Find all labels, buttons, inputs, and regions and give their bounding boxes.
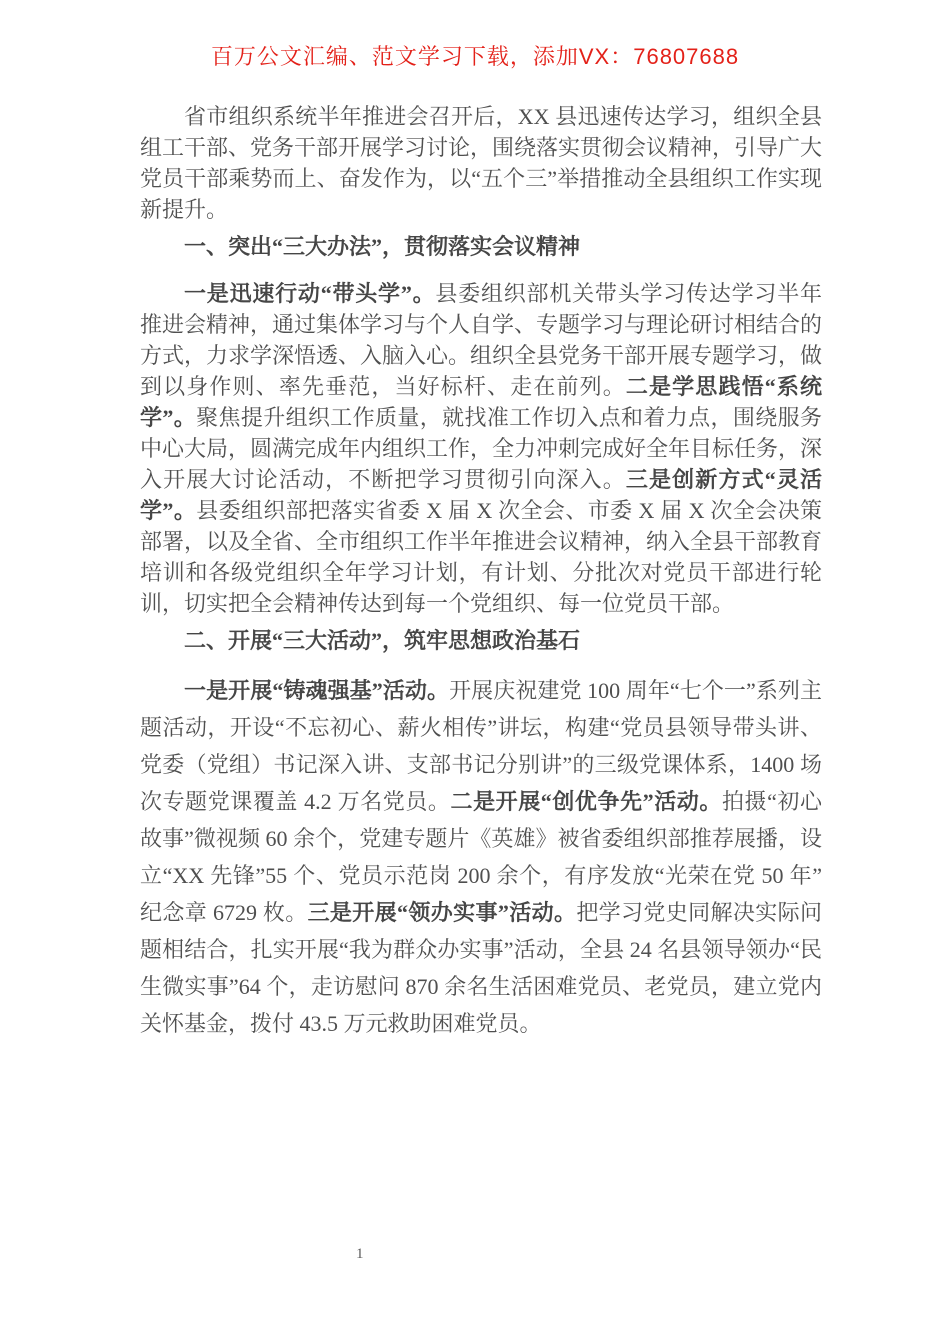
text-run: 二、开展“三大活动”，筑牢思想政治基石 bbox=[184, 628, 581, 653]
text-run: 拍摄“初心故事”微视频 60 余个，党建专题片《英雄》被省委组织部推荐展播，设立“XX 先锋”55 个、党员示范岗 200 余个，有序发放“光荣在党 50 年”纪念章 6729 枚。 bbox=[140, 789, 822, 925]
text-run: 二是学思践悟“系统学”。 bbox=[140, 374, 822, 430]
text-run: 一、突出“三大办法”，贯彻落实会议精神 bbox=[184, 234, 581, 259]
page-number: 1 bbox=[356, 1246, 364, 1262]
paragraph bbox=[140, 101, 822, 225]
header-notice: 百万公文汇编、范文学习下载，添加VX：76807688 bbox=[210, 44, 740, 69]
text-run: 省市组织系统半年推进会召开后，XX 县迅速传达学习，组织全县组工干部、党务干部开展学习讨论，围绕落实贯彻会议精神，引导广大党员干部乘势而上、奋发作为，以“五个三”举措推动全县组织工作实现新提升。 bbox=[140, 104, 823, 222]
text-run: 三是开展“领办实事”活动。 bbox=[307, 900, 577, 925]
paragraph bbox=[140, 672, 822, 1042]
document-body bbox=[140, 101, 822, 1042]
text-run: 一是开展“铸魂强基”活动。 bbox=[184, 678, 450, 703]
text-run: 把学习党史同解决实际问题相结合，扎实开展“我为群众办实事”活动，全县 24 名县领导领办“民生微实事”64 个，走访慰问 870 余名生活困难党员、老党员，建立党内关怀基金，拨付 43.5 万元救助困难党员。 bbox=[140, 900, 822, 1036]
text-run: 县委组织部把落实省委 X 届 X 次全会、市委 X 届 X 次全会决策部署，以及全省、全市组织工作半年推进会议精神，纳入全县干部教育培训和各级党组织全年学习计划，有计划、分批次对党员干部进行轮训，切实把全会精神传达到每一个党组织、每一位党员干部。 bbox=[140, 498, 823, 616]
text-run: 开展庆祝建党 100 周年“七个一”系列主题活动，开设“不忘初心、薪火相传”讲坛，构建“党员县领导带头讲、党委（党组）书记深入讲、支部书记分别讲”的三级党课体系，1400 场次专题党课覆盖 4.2 万名党员。 bbox=[140, 678, 822, 814]
text-run: 一是迅速行动“带头学”。 bbox=[184, 281, 436, 306]
paragraph bbox=[140, 278, 822, 619]
section-heading bbox=[140, 233, 822, 261]
text-run: 二是开展“创优争先”活动。 bbox=[450, 789, 722, 814]
section-heading bbox=[140, 627, 822, 655]
text-run: 聚焦提升组织工作质量，就找准工作切入点和着力点，围绕服务中心大局，圆满完成年内组织工作，全力冲刺完成好全年目标任务，深入开展大讨论活动，不断把学习贯彻引向深入。 bbox=[140, 405, 823, 492]
text-run: 三是创新方式“灵活学”。 bbox=[140, 467, 822, 523]
text-run: 县委组织部机关带头学习传达学习半年推进会精神，通过集体学习与个人自学、专题学习与理论研讨相结合的方式，力求学深悟透、入脑入心。组织全县党务干部开展专题学习，做到以身作则、率先垂范，当好标杆、走在前列。 bbox=[140, 281, 823, 399]
